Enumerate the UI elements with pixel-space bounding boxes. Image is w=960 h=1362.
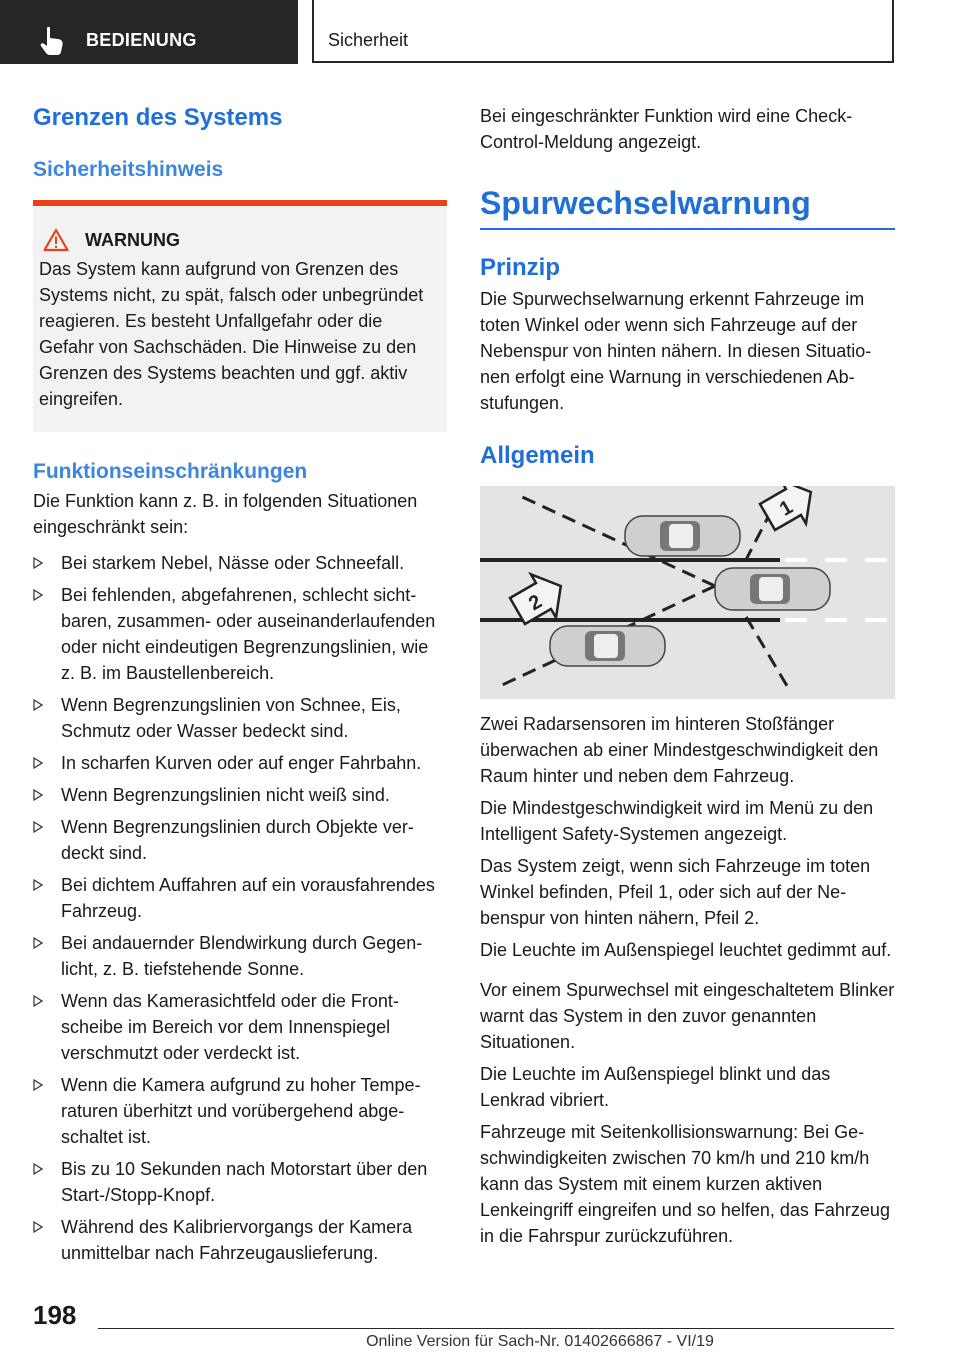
limit-item: [33, 988, 447, 1066]
bullet-triangle-icon: [33, 879, 43, 891]
limit-item-text: Bei dichtem Auffahren auf ein vorausfahrendes Fahrzeug.: [61, 875, 435, 921]
lane-change-figure: [480, 486, 895, 699]
limit-item-text: Bei fehlenden, abgefahrenen, schlecht sichtbaren, zusammen- oder auseinanderlaufenden oder nicht eindeutigen Begrenzungslinien, wie z. B. im Baustellenbereich.: [61, 585, 436, 683]
bullet-triangle-icon: [33, 589, 43, 601]
limit-item: [33, 550, 447, 576]
bullet-triangle-icon: [33, 699, 43, 711]
limit-item-text: Wenn das Kamerasichtfeld oder die Frontscheibe im Bereich vor dem Innenspiegel verschmutzt oder verdeckt ist.: [61, 991, 399, 1063]
footer-divider: [98, 1328, 894, 1329]
lane-diagram: [480, 486, 895, 699]
general-paragraph: Fahrzeuge mit Seitenkollisionswarnung: Bei Geschwindigkeiten zwischen 70 km/h und 210 km/h kann das System mit einem kurzen aktiven Lenkeingriff eingreifen und so helfen, das Fahrzeug in die Fahrspur zurückzuführen.: [480, 1122, 890, 1246]
general-paragraph: Zwei Radarsensoren im hinteren Stoßfänger überwachen ab einer Mindestgeschwindigkeit den Raum hinter und neben dem Fahrzeug.: [480, 714, 879, 786]
general-paragraph: Die Leuchte im Außenspiegel leuchtet gedimmt auf.: [480, 940, 892, 960]
general-paragraphs: [480, 711, 895, 1249]
arrow-label-1: 1: [775, 496, 797, 521]
bullet-triangle-icon: [33, 937, 43, 949]
car-lower: [550, 626, 665, 666]
limit-item: [33, 930, 447, 982]
limit-item-text: Wenn Begrenzungslinien nicht weiß sind.: [61, 785, 390, 805]
limit-item-text: Bei andauernder Blendwirkung durch Gegenlicht, z. B. tiefstehende Sonne.: [61, 933, 423, 979]
limit-item-text: In scharfen Kurven oder auf enger Fahrbahn.: [61, 753, 422, 773]
principle-text: Die Spurwechselwarnung erkennt Fahrzeuge im toten Winkel oder wenn sich Fahrzeuge auf der Nebenspur von hinten nähern. In diesen Situationen erfolgt eine Warnung in verschiedenen Abstufungen.: [480, 289, 872, 413]
general-paragraph: Die Mindestgeschwindigkeit wird im Menü zu den Intelligent Safety-Systemen angezeigt.: [480, 798, 874, 844]
bullet-triangle-icon: [33, 1221, 43, 1233]
left-column: [33, 100, 447, 1272]
car-upper: [625, 516, 740, 556]
limit-item-text: Bis zu 10 Sekunden nach Motorstart über den Start-/Stopp-Knopf.: [61, 1159, 428, 1205]
chapter-label: BEDIENUNG: [86, 30, 197, 50]
limit-item-text: Wenn die Kamera aufgrund zu hoher Temperaturen überhitzt und vorübergehend abgeschaltet ist.: [61, 1075, 421, 1147]
bullet-triangle-icon: [33, 557, 43, 569]
limit-item-text: Wenn Begrenzungslinien durch Objekte verdeckt sind.: [61, 817, 414, 863]
heading-safety-note: Sicherheitshinweis: [33, 158, 224, 181]
chapter-tab: [0, 0, 298, 64]
bullet-triangle-icon: [33, 789, 43, 801]
page-number: 198: [33, 1300, 77, 1330]
bullet-triangle-icon: [33, 821, 43, 833]
warning-box: [33, 200, 447, 432]
warning-text: Das System kann aufgrund von Grenzen des Systems nicht, zu spät, falsch oder unbegründet reagieren. Es besteht Unfallgefahr oder die Gefahr von Sachschäden. Die Hinweise zu den Grenzen des Systems beachten und ggf. aktiv eingreifen.: [39, 259, 424, 409]
limit-item: [33, 582, 447, 686]
warning-triangle-icon: [43, 228, 69, 252]
limit-item: [33, 872, 447, 924]
limit-item: [33, 1072, 447, 1150]
general-paragraph: Die Leuchte im Außenspiegel blinkt und das Lenkrad vibriert.: [480, 1064, 831, 1110]
limits-list: [33, 550, 447, 1266]
footer-note: Online Version für Sach-Nr. 01402666867 - VI/19: [366, 1333, 714, 1350]
general-paragraph: Vor einem Spurwechsel mit eingeschaltetem Blinker warnt das System in den zuvor genannten Situationen.: [480, 980, 895, 1052]
limit-item: [33, 692, 447, 744]
heading-lane-change-warning: Spurwechselwarnung: [480, 185, 895, 230]
limit-item-text: Wenn Begrenzungslinien von Schnee, Eis, Schmutz oder Wasser bedeckt sind.: [61, 695, 401, 741]
limit-item: [33, 814, 447, 866]
bullet-triangle-icon: [33, 1079, 43, 1091]
limit-item-text: Bei starkem Nebel, Nässe oder Schneefall.: [61, 553, 405, 573]
bullet-triangle-icon: [33, 1163, 43, 1175]
bullet-triangle-icon: [33, 995, 43, 1007]
heading-general: Allgemein: [480, 442, 595, 469]
heading-function-limits: Funktionseinschränkungen: [33, 460, 308, 483]
section-label: Sicherheit: [328, 30, 409, 50]
limit-item: [33, 1156, 447, 1208]
right-column: [480, 100, 895, 1255]
heading-system-limits: Grenzen des Systems: [33, 104, 283, 131]
bullet-triangle-icon: [33, 757, 43, 769]
general-paragraph: Das System zeigt, wenn sich Fahrzeuge im toten Winkel befinden, Pfeil 1, oder sich auf der Nebenspur von hinten nähern, Pfeil 2.: [480, 856, 871, 928]
limit-item: [33, 1214, 447, 1266]
limit-item-text: Während des Kalibriervorgangs der Kamera unmittelbar nach Fahrzeugauslieferung.: [61, 1217, 413, 1263]
limits-intro: Die Funktion kann z. B. in folgenden Situationen eingeschränkt sein:: [33, 491, 418, 537]
heading-principle: Prinzip: [480, 254, 561, 281]
warning-label: WARNUNG: [85, 229, 180, 250]
limit-item: [33, 750, 447, 776]
arrow-label-2: 2: [525, 590, 546, 616]
hand-pointer-icon: [38, 26, 66, 56]
check-control-note: Bei eingeschränkter Funktion wird eine Check-Control-Meldung angezeigt.: [480, 106, 853, 152]
limit-item: [33, 782, 447, 808]
lane-line-upper: [480, 558, 780, 562]
section-tab: [312, 0, 894, 63]
car-center: [715, 568, 830, 610]
